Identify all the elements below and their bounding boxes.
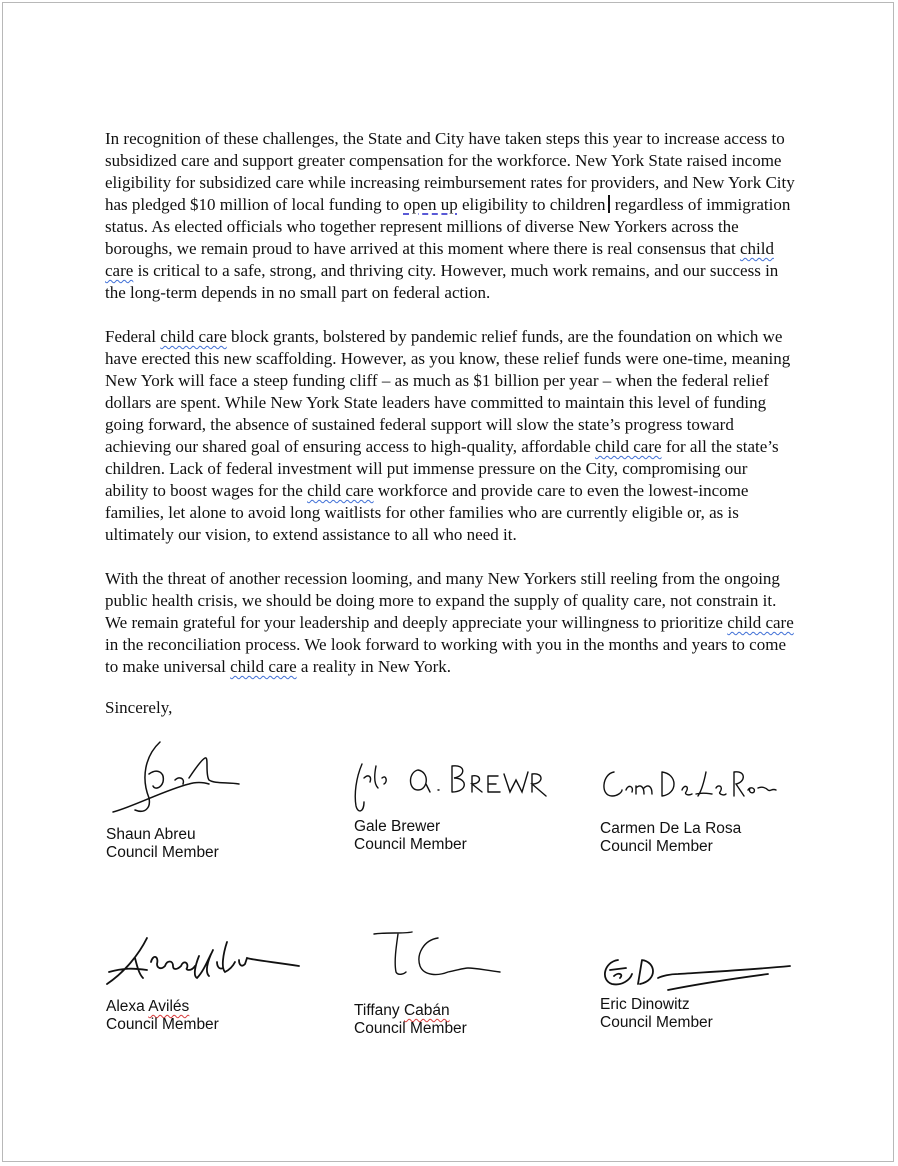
signatory-name: Gale Brewer	[354, 818, 441, 835]
letter-body	[105, 128, 795, 700]
paragraph-2: Federal child care block grants, bolstered by pandemic relief funds, are the foundation on which we have erected this new scaffolding. However, as you know, these relief funds were one-time, meaning New York will face a steep funding cliff – as much as $1 billion per year – when the federal relief dollars are spent. While New York State leaders have committed to maintain this level of funding going forward, the absence of sustained federal support will slow the state’s progress toward achieving our shared goal of ensuring access to high-quality, affordable child care for all the state’s children. Lack of federal investment will put immense pressure on the City, compromising our ability to boost wages for the child care workforce and provide care to even the lowest-income families, let alone to avoid long waitlists for other families who are currently eligible or, as is ultimately our vision, to extend assistance to all who need it.	[105, 327, 791, 544]
signatory-name: Shaun Abreu	[106, 826, 196, 843]
paragraph-3: With the threat of another recession looming, and many New Yorkers still reeling from the ongoing public health crisis, we should be doing more to expand the supply of quality care, not constrain it. We remain grateful for your leadership and deeply appreciate your willingness to prioritize child care in the reconciliation process. We look forward to working with you in the months and years to come to make universal child care a reality in New York.	[105, 569, 794, 676]
signatory-name: Eric Dinowitz	[600, 996, 690, 1013]
spelling-flag[interactable]: child care	[160, 327, 227, 346]
spelling-flag[interactable]: child care	[727, 613, 794, 632]
spelling-flag[interactable]: Cabán	[403, 1002, 450, 1019]
signature-tiffany-caban	[368, 928, 508, 982]
signatory-name: Tiffany Cabán	[354, 1002, 450, 1019]
signature-gale-brewer	[348, 758, 548, 818]
spelling-flag[interactable]: child care	[307, 481, 374, 500]
spelling-flag[interactable]: child care	[595, 437, 662, 456]
signatory-title: Council Member	[354, 1020, 467, 1037]
signature-alexa-aviles	[103, 932, 303, 992]
paragraph-1: In recognition of these challenges, the State and City have taken steps this year to increase access to subsidized care and support greater compensation for the workforce. New York State raised income eligibility for subsidized care while increasing reimbursement rates for providers, and New York City has pledged $10 million of local funding to open up eligibility to children regardless of immigration status. As elected officials who together represent millions of diverse New Yorkers across the boroughs, we remain proud to have arrived at this moment where there is real consensus that child care is critical to a safe, strong, and thriving city. However, much work remains, and our success in the long-term depends in no small part on federal action.	[105, 129, 795, 302]
spelling-flag[interactable]: child care	[230, 657, 297, 676]
spelling-flag[interactable]: child care	[105, 239, 774, 280]
signature-carmen-de-la-rosa	[598, 766, 778, 806]
signatory-title: Council Member	[600, 1014, 713, 1031]
signatory-title: Council Member	[106, 844, 219, 861]
signatory-name: Carmen De La Rosa	[600, 820, 742, 837]
signatory-title: Council Member	[354, 836, 467, 853]
closing-salutation: Sincerely,	[105, 698, 173, 717]
grammar-flag[interactable]: open up	[403, 195, 458, 214]
signature-eric-dinowitz	[598, 954, 794, 996]
signatory-title: Council Member	[600, 838, 713, 855]
signatory-title: Council Member	[106, 1016, 219, 1033]
signature-shaun-abreu	[105, 738, 250, 820]
spelling-flag[interactable]: Avilés	[148, 998, 190, 1015]
signatory-name: Alexa Avilés	[106, 998, 190, 1015]
